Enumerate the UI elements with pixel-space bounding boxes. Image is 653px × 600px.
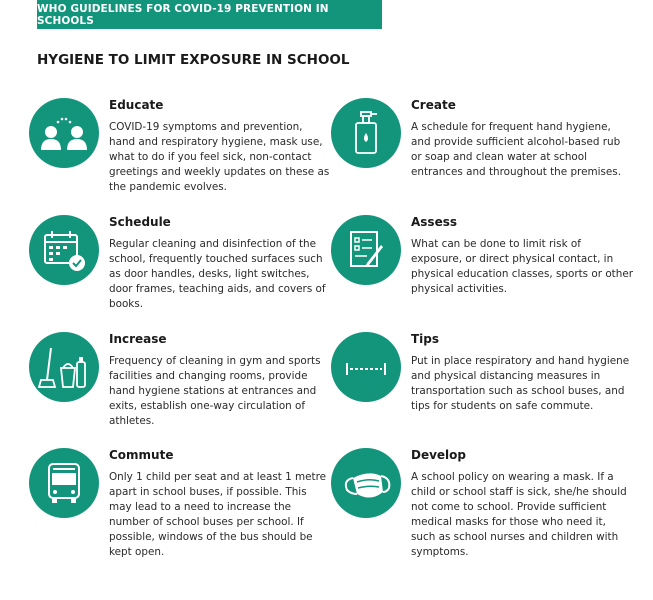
item-text: COVID-19 symptoms and prevention, hand and respiratory hygiene, mask use, what to do if you feel sick, non-contact greetings and weekly updates on these as the pandemic evolves. xyxy=(109,121,330,193)
distance-measure-icon xyxy=(331,332,401,402)
bus-icon xyxy=(29,448,99,518)
checklist-pen-icon xyxy=(331,215,401,285)
section-heading: HYGIENE TO LIMIT EXPOSURE IN SCHOOL xyxy=(37,52,350,68)
item-text: A school policy on wearing a mask. If a child or school staff is sick, she/he should not come to school. Provide sufficient medical masks for those who need it, such as school nurses and children with symptoms. xyxy=(411,471,627,558)
sanitizer-bottle-icon xyxy=(331,98,401,168)
item-title: Commute xyxy=(109,448,174,462)
item-text: Only 1 child per seat and at least 1 metre apart in school buses, if possible. This may lead to a need to increase the number of school buses per school. If possible, windows of the bus should be kept open. xyxy=(109,471,327,558)
item-title: Increase xyxy=(109,332,167,346)
item-title: Assess xyxy=(411,215,457,229)
header-banner: WHO GUIDELINES FOR COVID-19 PREVENTION IN SCHOOLS xyxy=(37,0,382,29)
item-title: Create xyxy=(411,98,456,112)
cleaning-supplies-icon xyxy=(29,332,99,402)
face-mask-icon xyxy=(331,448,401,518)
item-text: Frequency of cleaning in gym and sports facilities and changing rooms, provide hand hygiene stations at entrances and exits, establish one-way circulation of athletes. xyxy=(109,355,321,427)
item-title: Tips xyxy=(411,332,440,346)
item-text: Regular cleaning and disinfection of the school, frequently touched surfaces such as door handles, desks, light switches, door frames, teaching aids, and covers of books. xyxy=(109,238,326,310)
item-text: Put in place respiratory and hand hygiene and physical distancing measures in transportation such as school buses, and tips for students on safe commute. xyxy=(411,355,630,412)
calendar-check-icon xyxy=(29,215,99,285)
item-title: Develop xyxy=(411,448,467,462)
item-text: What can be done to limit risk of exposure, or direct physical contact, in physical education classes, sports or other physical activities. xyxy=(411,238,634,295)
people-greeting-icon xyxy=(29,98,99,168)
item-text: A schedule for frequent hand hygiene, and provide sufficient alcohol-based rub or soap and clean water at school entrances and throughout the premises. xyxy=(411,121,622,178)
item-title: Educate xyxy=(109,98,164,112)
item-title: Schedule xyxy=(109,215,171,229)
